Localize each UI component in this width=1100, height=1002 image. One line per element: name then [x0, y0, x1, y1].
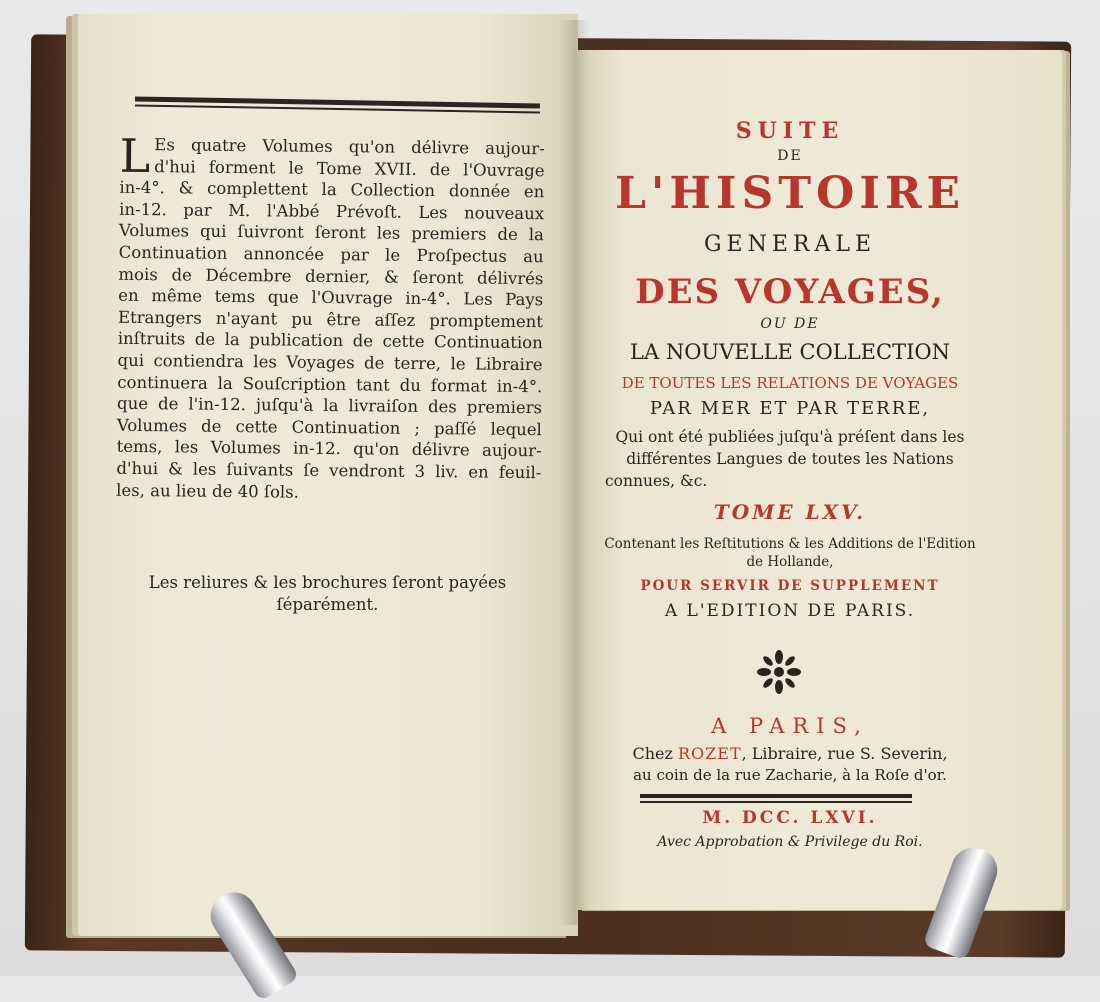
- title-edition-paris: A L'EDITION DE PARIS.: [664, 601, 916, 621]
- notice-line: d'hui & les ſuivants ſe vendront 3 liv. en feuil-: [116, 458, 542, 483]
- imprint-chez-suffix: , Libraire, rue S. Severin,: [741, 744, 948, 763]
- notice-line: in-4°. & complettent la Collection donnée en: [119, 177, 545, 202]
- imprint-chez-prefix: Chez: [632, 744, 678, 763]
- notice-line: Volumes de cette Continuation ; paſſé lequel: [116, 415, 542, 439]
- imprint-publisher-name: ROZET: [677, 744, 742, 763]
- notice-line: Es quatre Volumes qu'on délivre aujour-: [154, 135, 545, 159]
- notice-line: Volumes qui ſuivront ſeront les premiers de la: [118, 221, 544, 245]
- notice-line: en même tems que l'Ouvrage in-4°. Les Pays: [118, 285, 544, 310]
- title-voyages: DES VOYAGES,: [635, 272, 945, 312]
- title-par-mer: PAR MER ET PAR TERRE,: [649, 398, 931, 419]
- title-generale: GENERALE: [703, 232, 877, 257]
- notice-line: tems, les Volumes in-12. qu'on délivre aujour-: [116, 437, 542, 461]
- notice-line: continuera la Souſcription tant du format in-4°.: [117, 372, 543, 396]
- notice-line: mois de Décembre dernier, & ſeront délivrés: [118, 264, 544, 288]
- title-pour-servir: POUR SERVIR DE SUPPLEMENT: [640, 578, 940, 594]
- title-qui-3: connues, &c.: [605, 472, 708, 490]
- title-ou-de: OU DE: [760, 316, 820, 332]
- title-de: DE: [777, 148, 803, 164]
- title-contenant-1: Contenant les Reſtitutions & les Additions de l'Edition: [604, 536, 976, 552]
- notice-line: d'hui forment le Tome XVII. de l'Ouvrage: [154, 156, 545, 180]
- binding-note: [115, 572, 540, 616]
- imprint-chez: [585, 744, 995, 763]
- title-qui-2: différentes Langues de toutes les Nations: [626, 450, 954, 468]
- notice-line: les, au lieu de 40 ſols.: [116, 480, 300, 502]
- printers-ornament-icon: [755, 648, 803, 696]
- notice-line: Continuation annoncée par le Proſpectus au: [118, 242, 544, 267]
- imprint-approbation: Avec Approbation & Privilege du Roi.: [657, 834, 923, 850]
- title-toutes-relations: DE TOUTES LES RELATIONS DE VOYAGES: [621, 374, 959, 392]
- binding-note-line2: ſéparément.: [276, 595, 379, 614]
- title-suite: SUITE: [735, 118, 845, 144]
- imprint-date: M. DCC. LXVI.: [702, 808, 878, 828]
- imprint-rule: [640, 794, 912, 798]
- dropcap: L: [119, 128, 151, 184]
- title-contenant-2: de Hollande,: [746, 554, 834, 570]
- title-histoire: L'HISTOIRE: [614, 168, 966, 219]
- binding-note-line1: Les reliures & les brochures ſeront payées: [148, 573, 507, 592]
- title-qui-1: Qui ont été publiées juſqu'à préſent dans les: [615, 428, 965, 446]
- notice-line: Etrangers n'ayant pu être aſſez promptement: [117, 307, 544, 331]
- imprint-rule-thin: [640, 801, 912, 803]
- notice-line: que de l'in-12. juſqu'à la livraiſon des premiers: [117, 393, 543, 418]
- title-nouvelle-collection: LA NOUVELLE COLLECTION: [630, 340, 950, 364]
- title-tome: TOME LXV.: [713, 500, 867, 524]
- notice-line: inſtruits de la publication de cette Continuation: [117, 329, 543, 353]
- imprint-coin: au coin de la rue Zacharie, à la Roſe d'or.: [633, 766, 947, 784]
- notice-paragraph: [116, 128, 545, 506]
- imprint-a-paris: A PARIS,: [711, 714, 869, 738]
- notice-line: in-12. par M. l'Abbé Prévoſt. Les nouveaux: [119, 199, 545, 224]
- notice-line: qui contiendra les Voyages de terre, le Libraire: [117, 350, 543, 375]
